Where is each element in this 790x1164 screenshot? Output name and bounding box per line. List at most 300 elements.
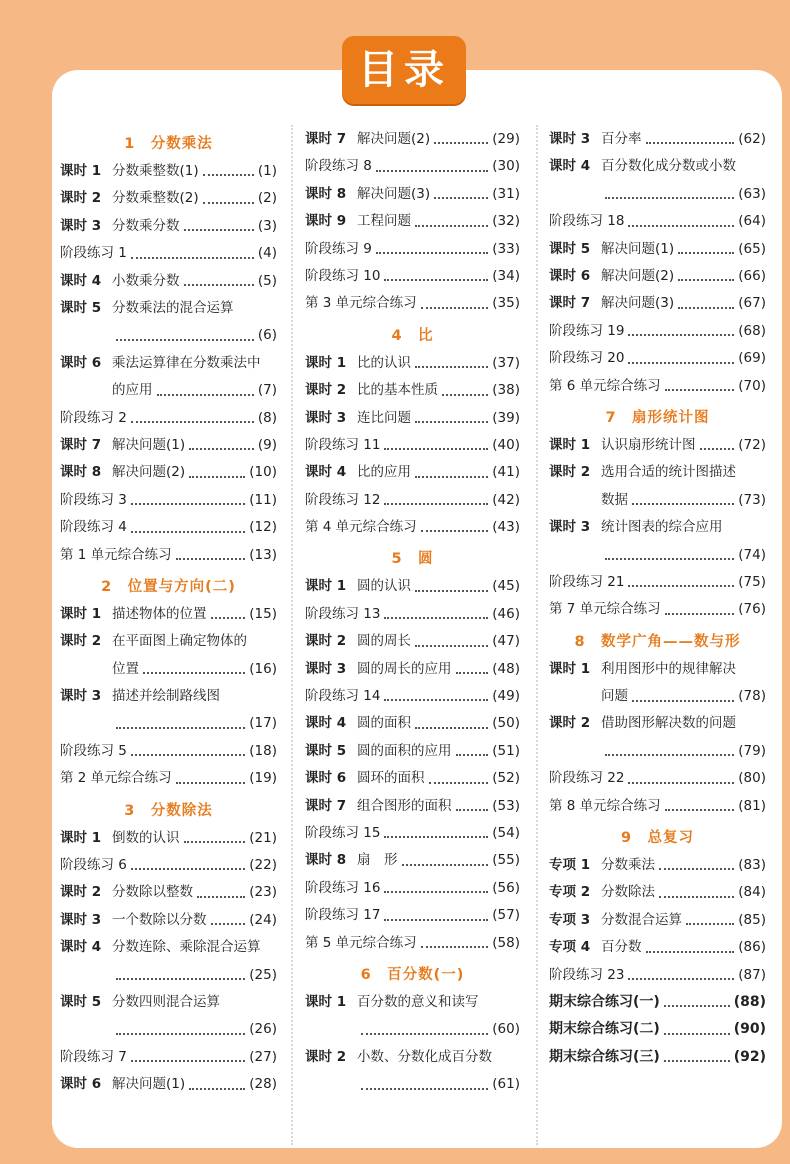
entry-title: 阶段练习 8 [305,158,372,175]
entry-title: 期末综合练习(一) [549,994,660,1011]
entry-line [601,934,766,961]
page-title: 目录 [342,36,466,104]
entry-title: 阶段练习 22 [549,770,625,787]
entry-body [305,601,520,628]
entry-label: 课时 6 [305,770,347,787]
toc-entry[interactable] [549,514,766,569]
page-number: (43) [492,519,520,536]
toc-entry[interactable] [549,907,766,934]
dot-leader [456,656,489,674]
dot-leader [646,126,735,144]
entry-title: 乘法运算律在分数乘法中 [112,354,261,371]
entry-body [549,345,766,372]
entry-line [357,1044,520,1071]
dot-leader [402,847,489,865]
toc-entry[interactable] [305,181,520,208]
entry-body [60,852,277,879]
entry-line [60,514,277,541]
entry-body [601,907,766,934]
dot-leader [415,459,488,477]
toc-entry[interactable] [305,930,520,957]
entry-body [549,318,766,345]
entry-body [601,153,766,208]
dot-leader [415,710,488,728]
toc-entry[interactable] [60,268,277,295]
toc-entry[interactable] [549,934,766,961]
toc-entry[interactable] [305,601,520,628]
entry-body [601,290,766,317]
dot-leader [184,213,254,231]
entry-line [549,569,766,596]
dot-leader [157,377,254,395]
toc-entry[interactable] [60,879,277,906]
entry-body [305,432,520,459]
entry-line [549,765,766,792]
dot-leader [384,902,488,920]
toc-entry[interactable] [305,126,520,153]
entry-title: 阶段练习 6 [60,857,127,874]
toc-entry[interactable] [305,263,520,290]
entry-body [357,1044,520,1099]
entry-body [357,793,520,820]
toc-entry[interactable] [549,318,766,345]
toc-entry[interactable] [549,793,766,820]
toc-entry[interactable] [305,153,520,180]
entry-title: 第 5 单元综合练习 [305,934,417,951]
entry-title: 分数混合运算 [601,911,682,928]
entry-title: 比的基本性质 [357,382,438,399]
toc-entry[interactable] [305,1044,520,1099]
toc-entry[interactable] [60,185,277,212]
toc-entry[interactable] [305,875,520,902]
entry-body [60,1044,277,1071]
toc-entry[interactable] [549,236,766,263]
dot-leader [116,710,245,728]
page-number: (75) [738,573,766,590]
entry-title: 圆的周长的应用 [357,660,452,677]
entry-title: 解决问题(3) [357,185,431,202]
section-heading: 8 数学广角——数与形 [574,633,741,650]
entry-label: 课时 1 [60,829,102,846]
page-number: (2) [257,190,277,207]
entry-line [112,825,277,852]
page-number: (39) [492,409,520,426]
toc-entry[interactable] [549,432,766,459]
entry-title-cont: 问题 [601,688,628,705]
toc-entry[interactable] [549,765,766,792]
toc-entry[interactable] [305,710,520,737]
entry-line [305,290,520,317]
entry-title: 连比问题 [357,409,411,426]
dot-leader [376,236,488,254]
dot-leader [429,765,489,783]
entry-title-cont: 数据 [601,491,628,508]
entry-line [112,879,277,906]
toc-entry[interactable] [60,907,277,934]
toc-entry[interactable] [305,738,520,765]
entry-title-cont: 的应用 [112,382,153,399]
page-number: (68) [738,322,766,339]
page-number: (52) [492,770,520,787]
entry-title: 认识扇形统计图 [601,436,696,453]
toc-entry[interactable] [60,601,277,628]
entry-title: 解决问题(1) [112,436,186,453]
toc-entry[interactable] [60,542,277,569]
dot-leader [659,879,734,897]
entry-body [549,793,766,820]
entry-body [112,432,277,459]
page-number: (73) [738,491,766,508]
dot-leader [376,153,488,171]
toc-entry[interactable] [549,710,766,765]
entry-body [549,989,766,1016]
toc-entry[interactable] [305,683,520,710]
dot-leader [131,240,254,258]
entry-body [601,459,766,514]
entry-title: 分数连除、乘除混合运算 [112,939,261,956]
toc-entry[interactable] [305,820,520,847]
entry-title: 利用图形中的规律解决 [601,660,736,677]
toc-entry[interactable] [60,852,277,879]
entry-line [112,962,277,989]
entry-line [60,240,277,267]
page-number: (27) [249,1048,277,1065]
entry-label: 课时 5 [60,994,102,1011]
entry-body [305,487,520,514]
entry-title: 阶段练习 10 [305,267,381,284]
toc-entry[interactable] [60,683,277,738]
page-number: (3) [257,217,277,234]
page-number: (62) [738,131,766,147]
column-divider [291,125,293,1145]
entry-label: 课时 1 [60,163,102,179]
entry-line [305,487,520,514]
page-number: (4) [257,245,277,262]
toc-entry[interactable] [60,825,277,852]
entry-title: 圆的面积的应用 [357,742,452,759]
page-number: (10) [249,464,277,481]
dot-leader [421,290,489,308]
toc-entry[interactable] [60,1071,277,1098]
entry-label: 课时 2 [305,382,347,399]
toc-entry[interactable] [305,208,520,235]
entry-label: 课时 2 [549,464,591,481]
toc-entry[interactable] [60,432,277,459]
toc-entry[interactable] [305,514,520,541]
entry-line [112,628,277,655]
page-number: (8) [257,409,277,426]
toc-entry[interactable] [60,459,277,486]
toc-entry[interactable] [549,852,766,879]
entry-title: 扇 形 [357,852,398,869]
entry-body [112,683,277,738]
entry-label: 课时 1 [549,660,591,677]
toc-entry[interactable] [305,573,520,600]
entry-line [357,181,520,208]
entry-body [549,208,766,235]
toc-entry[interactable] [60,934,277,989]
toc-column-2 [305,126,520,1099]
toc-entry[interactable] [549,153,766,208]
toc-entry[interactable] [60,765,277,792]
toc-entry[interactable] [549,263,766,290]
section-heading: 1 分数乘法 [124,136,213,152]
dot-leader [203,158,254,176]
entry-title: 阶段练习 15 [305,824,381,841]
page-number: (79) [738,742,766,759]
section-heading: 7 扇形统计图 [605,409,710,426]
toc-entry[interactable] [549,989,766,1016]
entry-line [305,236,520,263]
page-number: (38) [492,382,520,399]
entry-label: 课时 1 [305,354,347,371]
toc-entry[interactable] [549,290,766,317]
toc-entry[interactable] [60,213,277,240]
entry-title: 解决问题(1) [112,1076,186,1093]
entry-label: 课时 6 [60,1076,102,1093]
toc-entry[interactable] [305,350,520,377]
page-number: (70) [738,377,766,394]
entry-body [357,459,520,486]
page-number: (19) [249,770,277,787]
entry-body [305,902,520,929]
page-number: (65) [738,240,766,257]
toc-entry[interactable] [305,902,520,929]
page-number: (48) [492,660,520,677]
entry-title: 第 1 单元综合练习 [60,546,172,563]
toc-entry[interactable] [60,738,277,765]
toc-entry[interactable] [549,1044,766,1071]
page-number: (81) [738,797,766,814]
entry-label: 课时 7 [305,797,347,814]
entry-title: 描述物体的位置 [112,605,207,622]
entry-title: 小数、分数化成百分数 [357,1048,492,1065]
entry-body [112,907,277,934]
page-number: (46) [492,605,520,622]
dot-leader [176,765,246,783]
toc-entry[interactable] [305,628,520,655]
dot-leader [131,1044,245,1062]
entry-title: 阶段练习 16 [305,879,381,896]
entry-title: 第 4 单元综合练习 [305,519,417,536]
toc-entry[interactable] [305,765,520,792]
entry-title: 分数除法 [601,884,655,901]
entry-title: 第 2 单元综合练习 [60,770,172,787]
dot-leader [665,373,735,391]
entry-label: 专项 3 [549,911,591,928]
toc-entry[interactable] [305,236,520,263]
page-number: (42) [492,491,520,508]
toc-entry[interactable] [549,459,766,514]
entry-title: 小数乘分数 [112,272,180,289]
entry-title: 分数乘法的混合运算 [112,299,234,316]
entry-label: 课时 3 [549,131,591,147]
entry-title: 阶段练习 9 [305,240,372,257]
toc-entry[interactable] [305,487,520,514]
entry-line [357,738,520,765]
entry-line [357,208,520,235]
toc-entry[interactable] [305,432,520,459]
entry-line [601,514,766,541]
page-number: (64) [738,213,766,230]
toc-entry[interactable] [60,295,277,350]
page-number: (69) [738,350,766,367]
page-number: (1) [257,163,277,179]
page-number: (66) [738,267,766,284]
entry-line [601,879,766,906]
dot-leader [665,596,735,614]
entry-line [60,405,277,432]
entry-body [60,240,277,267]
entry-line [601,542,766,569]
toc-entry[interactable] [549,373,766,400]
entry-line [112,322,277,349]
toc-entry[interactable] [305,405,520,432]
toc-entry[interactable] [60,989,277,1044]
page-number: (87) [738,966,766,983]
entry-line [112,185,277,212]
entry-label: 课时 8 [305,852,347,869]
entry-body [357,628,520,655]
entry-title: 阶段练习 12 [305,491,381,508]
toc-entry[interactable] [549,208,766,235]
toc-entry[interactable] [549,345,766,372]
entry-body [549,962,766,989]
toc-entry[interactable] [305,656,520,683]
toc-entry[interactable] [549,569,766,596]
toc-entry[interactable] [60,1044,277,1071]
dot-leader [628,569,734,587]
page-number: (32) [492,213,520,230]
dot-leader [361,1016,488,1034]
entry-title: 百分数化成分数或小数 [601,158,736,175]
entry-body [601,852,766,879]
entry-body [60,405,277,432]
entry-title: 分数乘法 [601,857,655,874]
dot-leader [646,934,735,952]
dot-leader [678,290,734,308]
toc-entry[interactable] [60,514,277,541]
dot-leader [189,432,254,450]
entry-label: 课时 3 [60,688,102,705]
entry-label: 课时 4 [60,939,102,956]
toc-entry[interactable] [60,628,277,683]
toc-entry[interactable] [60,487,277,514]
entry-title: 比的应用 [357,464,411,481]
entry-label: 专项 1 [549,857,591,874]
entry-title: 期末综合练习(三) [549,1048,660,1065]
entry-label: 课时 4 [305,464,347,481]
page-number: (29) [492,131,520,147]
dot-leader [131,852,245,870]
toc-entry[interactable] [549,656,766,711]
toc-entry[interactable] [60,405,277,432]
toc-entry[interactable] [305,793,520,820]
entry-line [601,487,766,514]
toc-entry[interactable] [60,350,277,405]
page-number: (21) [249,829,277,846]
toc-entry[interactable] [549,596,766,623]
entry-line [549,793,766,820]
entry-title: 阶段练习 13 [305,605,381,622]
dot-leader [384,263,488,281]
entry-line [357,1071,520,1098]
entry-body [357,989,520,1044]
dot-leader [421,930,489,948]
entry-line [357,765,520,792]
entry-title: 圆的面积 [357,715,411,732]
toc-entry[interactable] [60,158,277,185]
entry-line [549,318,766,345]
entry-line [549,1044,766,1071]
toc-entry[interactable] [549,126,766,153]
dot-leader [189,1071,245,1089]
entry-line [112,459,277,486]
toc-entry[interactable] [60,240,277,267]
entry-line [601,126,766,153]
entry-line [601,153,766,180]
entry-title: 比的认识 [357,354,411,371]
entry-body [112,185,277,212]
entry-body [305,683,520,710]
entry-line [305,514,520,541]
dot-leader [197,879,245,897]
entry-line [112,432,277,459]
toc-entry[interactable] [305,377,520,404]
dot-leader [659,852,734,870]
page-number: (78) [738,688,766,705]
entry-label: 课时 1 [549,436,591,453]
toc-entry[interactable] [305,290,520,317]
page-number: (60) [492,1021,520,1038]
entry-line [112,683,277,710]
dot-leader [415,573,488,591]
entry-label: 课时 6 [60,354,102,371]
entry-line [357,1016,520,1043]
entry-line [549,208,766,235]
entry-label: 课时 5 [549,240,591,257]
toc-entry[interactable] [549,962,766,989]
entry-title: 阶段练习 7 [60,1048,127,1065]
entry-label: 课时 6 [549,267,591,284]
entry-line [112,1071,277,1098]
toc-entry[interactable] [305,847,520,874]
toc-entry[interactable] [305,459,520,486]
page-number: (76) [738,601,766,618]
entry-title: 描述并绘制路线图 [112,688,220,705]
dot-leader [384,487,488,505]
page-number: (61) [492,1076,520,1093]
entry-body [549,596,766,623]
dot-leader [665,793,735,811]
entry-title: 阶段练习 21 [549,573,625,590]
entry-line [357,989,520,1016]
entry-label: 课时 1 [60,605,102,622]
dot-leader [184,268,254,286]
toc-entry[interactable] [305,989,520,1044]
entry-title: 阶段练习 4 [60,519,127,536]
entry-body [549,1016,766,1043]
section-heading: 3 分数除法 [124,802,213,819]
toc-entry[interactable] [549,1016,766,1043]
entry-line [357,405,520,432]
dot-leader [628,318,734,336]
entry-line [601,263,766,290]
entry-body [357,126,520,153]
column-divider [536,125,538,1145]
toc-entry[interactable] [549,879,766,906]
entry-line [357,656,520,683]
